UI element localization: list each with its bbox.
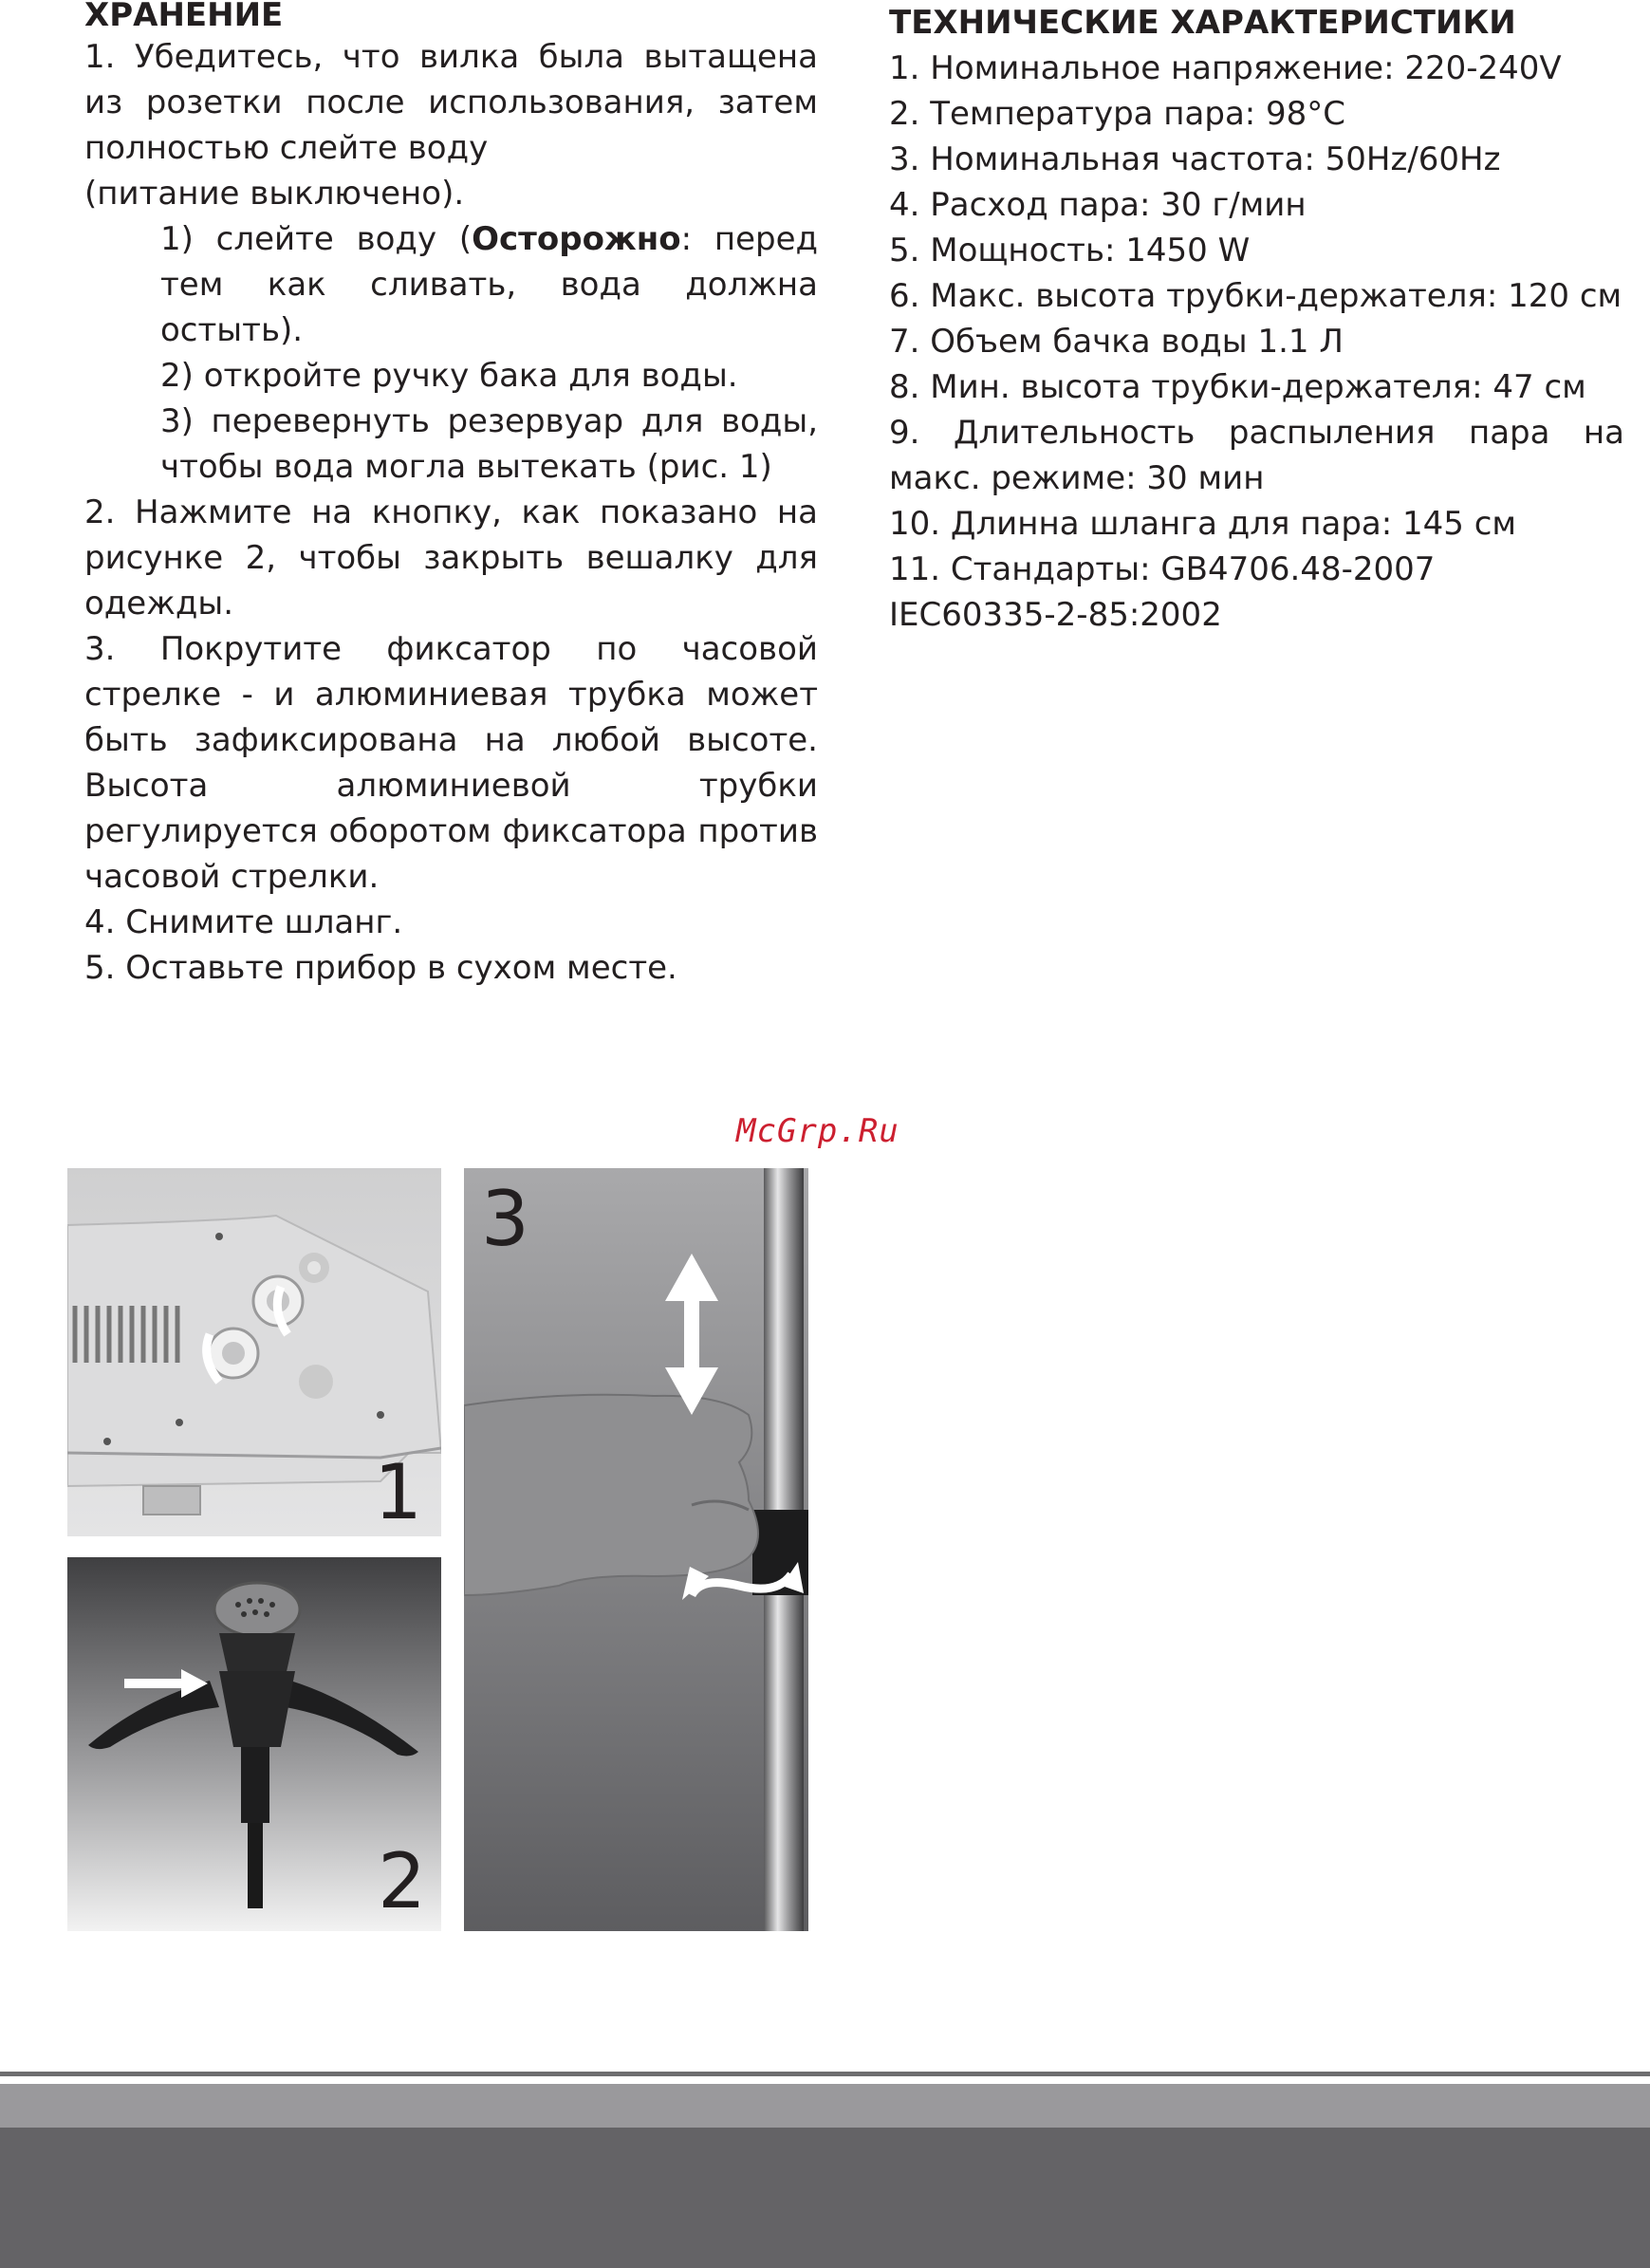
spec-item: 8. Мин. высота трубки-держателя: 47 см [889, 368, 1586, 406]
footer-band-dark [0, 2128, 1650, 2268]
watermark: McGrp.Ru [736, 1112, 899, 1150]
storage-item-1: 1. Убедитесь, что вилка была вытащена из розетки после использования, затем полностью слейте воду [84, 38, 818, 167]
figure-2-number: 2 [378, 1837, 426, 1925]
storage-item-1-note: (питание выключено). [84, 175, 465, 213]
spec-item: IEC60335-2-85:2002 [889, 596, 1222, 634]
figure-1-number: 1 [374, 1448, 422, 1536]
spec-item: 4. Расход пара: 30 г/мин [889, 186, 1307, 224]
storage-subitem-3: 3) перевернуть резервуар для воды, чтобы вода могла вытекать (рис. 1) [160, 402, 818, 486]
spec-item: 10. Длинна шланга для пара: 145 см [889, 505, 1517, 543]
footer-divider [0, 2072, 1650, 2076]
storage-heading: ХРАНЕНИЕ [84, 0, 284, 34]
storage-item-4: 4. Снимите шланг. [84, 903, 403, 941]
caution-word: Осторожно [472, 220, 681, 258]
figure-1-tank [67, 1168, 441, 1536]
storage-subitem-1: 1) слейте воду (Осторожно: перед тем как сливать, вода должна остыть). [160, 220, 819, 349]
specs-heading: ТЕХНИЧЕСКИЕ ХАРАКТЕРИСТИКИ [889, 4, 1516, 42]
storage-subitem-2: 2) откройте ручку бака для воды. [160, 357, 738, 395]
storage-item-2: 2. Нажмите на кнопку, как показано на рисунке 2, чтобы закрыть вешалку для одежды. [84, 493, 818, 623]
spec-item: 2. Температура пара: 98°C [889, 95, 1346, 133]
spec-item: 3. Номинальная частота: 50Hz/60Hz [889, 140, 1501, 178]
spec-item: 9. Длительность распыления пара на макс. режиме: 30 мин [889, 414, 1624, 497]
spec-item: 5. Мощность: 1450 W [889, 232, 1251, 270]
storage-item-3: 3. Покрутите фиксатор по часовой стрелке - и алюминиевая трубка может быть зафиксирована на любой высоте. Высота алюминиевой трубки регулируется оборотом фиксатора против часовой стрелки. [84, 630, 818, 896]
storage-item-5: 5. Оставьте прибор в сухом месте. [84, 949, 677, 987]
spec-item: 6. Макс. высота трубки-держателя: 120 см [889, 277, 1622, 315]
footer-band-light [0, 2084, 1650, 2128]
figure-3-number: 3 [481, 1175, 529, 1263]
spec-item: 7. Объем бачка воды 1.1 Л [889, 323, 1344, 361]
figure-3-pole [464, 1168, 808, 1931]
figure-2-hanger [67, 1557, 441, 1931]
spec-item: 11. Стандарты: GB4706.48-2007 [889, 550, 1436, 588]
specs-section [889, 0, 1624, 638]
spec-item: 1. Номинальное напряжение: 220-240V [889, 49, 1562, 87]
storage-section [84, 0, 818, 991]
